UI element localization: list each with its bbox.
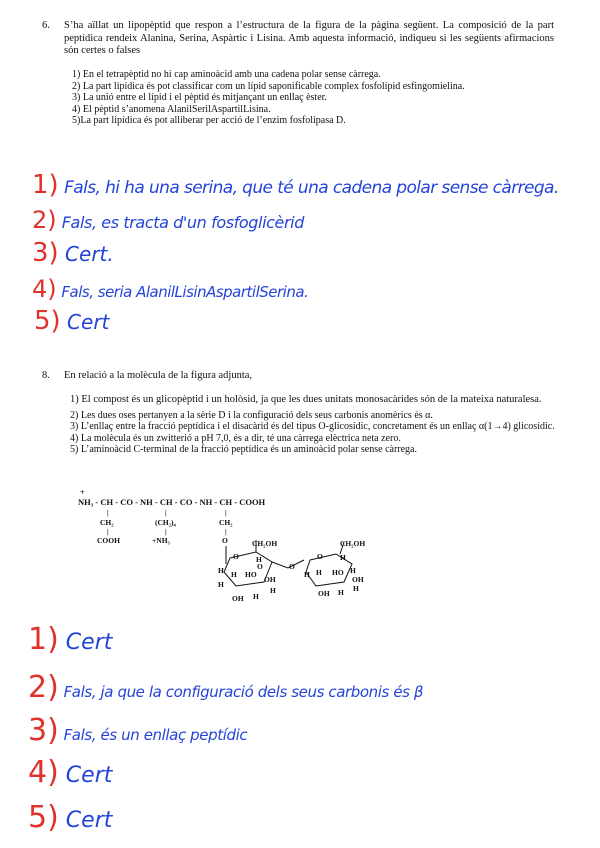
side3-o: O [222, 536, 228, 545]
side3-bar: | [225, 508, 227, 517]
ring1-h2: H [231, 570, 237, 579]
q6-answer-1 [32, 170, 559, 200]
q8-answer-2 [28, 670, 423, 705]
q8-answer-3-text: Fals, és un enllaç peptídic [63, 726, 248, 744]
q6-answer-3-text: Cert. [65, 242, 114, 266]
q8-answer-3 [28, 713, 247, 748]
q6-answer-5 [34, 306, 109, 336]
q8-statement-4: 4) La molècula és un zwitterió a pH 7,0, és a dir, té una càrrega elèctrica neta zero. [70, 432, 401, 444]
q8-answer-4-text: Cert [65, 763, 113, 788]
q8-statement-1: 1) El compost és un glicopèptid i un holòsid, ja que les dues unitats monosacàrides són de la mateixa naturalesa. [70, 394, 542, 405]
ring1-oh2: OH [232, 594, 244, 603]
side1-bar: | [107, 508, 109, 517]
link-o: O [289, 562, 295, 571]
ring2-h3: H [304, 570, 310, 579]
ring2-h5: H [353, 584, 359, 593]
side3-ch2: CH₂ [219, 518, 233, 527]
ring1-ch2oh: CH₂OH [252, 539, 278, 548]
ring2-o: O [317, 552, 323, 561]
side1-cooh: COOH [97, 536, 120, 545]
q8-answer-2-num: 2) [28, 670, 59, 705]
q8-answer-4-num: 4) [28, 755, 59, 790]
q8-statement-5: 5) L’aminoàcid C-terminal de la fracció peptídica és un aminoàcid polar sense càrrega. [70, 444, 417, 456]
q8-answer-5-text: Cert [65, 808, 113, 833]
side2-nh3: +NH₃ [152, 536, 170, 545]
side2-bar2: | [165, 527, 167, 536]
q8-statement-2: 2) Les dues oses pertanyen a la sèrie D i la configuració dels seus carbonis anomèrics és α. [70, 409, 433, 421]
ring1-ho: HO [245, 570, 257, 579]
q6-statement-1: 1) En el tetrapèptid no hi cap aminoàcid amb una cadena polar sense càrrega. [72, 69, 381, 80]
q6-answer-4 [32, 275, 308, 303]
q6-answer-3-num: 3) [32, 238, 59, 268]
q6-statement-4: 4) El pèptid s’anomena AlanilSerilAspartilLisina. [72, 103, 271, 115]
question-8-intro: En relació a la molècula de la figura adjunta, [64, 370, 253, 381]
ring1-h1: H [256, 555, 262, 564]
ring2-h6: H [338, 588, 344, 597]
ring2-ch2oh: CH₂OH [340, 539, 366, 548]
ring1-h3: H [218, 566, 224, 575]
q6-answer-4-num: 4) [32, 275, 57, 303]
q8-answer-3-num: 3) [28, 713, 59, 748]
side2-ch2n: (CH₂)₄ [155, 518, 176, 527]
q6-answer-2-text: Fals, es tracta d'un fosfoglicèrid [61, 213, 304, 232]
q6-answer-2-num: 2) [32, 206, 57, 234]
q8-answer-4 [28, 755, 112, 790]
ring2-h2: H [316, 568, 322, 577]
question-6-number: 6. [42, 20, 50, 31]
side1-bar2: | [107, 527, 109, 536]
ring1-o: O [233, 552, 239, 561]
q6-statement-5: 5)La part lipídica és pot alliberar per acció de l’enzim fosfolipasa D. [72, 115, 346, 127]
peptide-backbone: NH₃ - CH - CO - NH - CH - CO - NH - CH - COOH [78, 497, 266, 507]
side2-bar: | [165, 508, 167, 517]
ring2-ho: HO [332, 568, 344, 577]
question-6-intro: S’ha aïllat un lipopèptid que respon a l’estructura de la figura de la pàgina següent. La composició de la part peptídica rendeix Alanina, Serina, Aspàrtic i Lisina. Amb aquesta informació, indiqueu si les següents afirmacions són certes o falses [64, 20, 554, 57]
q6-answer-1-num: 1) [32, 170, 59, 200]
question-8-number: 8. [42, 370, 50, 381]
q6-answer-4-text: Fals, seria AlanilLisinAspartilSerina. [61, 283, 309, 301]
glycosidic-link-2 [272, 560, 304, 568]
q8-answer-5 [28, 800, 112, 835]
question-8-statements [70, 394, 558, 456]
ring2-oh: OH [352, 575, 364, 584]
ring1-oh: OH [264, 575, 276, 584]
q8-answer-2-text: Fals, ja que la configuració dels seus carbonis és β [63, 683, 424, 701]
q6-answer-1-text: Fals, hi ha una serina, que té una cadena polar sense càrrega. [64, 178, 559, 198]
side3-bar2: | [225, 527, 227, 536]
q8-answer-5-num: 5) [28, 800, 59, 835]
q6-answer-5-text: Cert [67, 310, 110, 334]
q6-statement-2: 2) La part lipídica és pot classificar com un lípid saponificable complex fosfolípid esfingomielina. [72, 80, 465, 92]
disaccharide-rings [200, 538, 390, 608]
q6-answer-3 [32, 238, 114, 268]
ring2-h1: H [340, 553, 346, 562]
question-6-statements [72, 69, 554, 127]
charge-plus: + [80, 488, 85, 497]
q8-answer-1-text: Cert [65, 630, 113, 655]
side1-ch2: CH₂ [100, 518, 114, 527]
q6-statement-3: 3) La unió entre el lípid i el pèptid és mitjançant un enllaç èster. [72, 92, 327, 104]
ring1-h4: H [218, 580, 224, 589]
ring2-oh2: OH [318, 589, 330, 598]
ring2-h4: H [350, 566, 356, 575]
ring1-h5: H [270, 586, 276, 595]
q6-answer-5-num: 5) [34, 306, 61, 336]
q6-answer-2 [32, 206, 304, 234]
q8-answer-1 [28, 622, 112, 657]
q8-answer-1-num: 1) [28, 622, 59, 657]
ring1-h6: H [253, 592, 259, 601]
ring1-o-link: O [257, 562, 263, 571]
q8-statement-3: 3) L’enllaç entre la fracció peptídica i el disacàrid és del tipus O-glicosídic, concretament és un enllaç α(1→4) glicosídic. [70, 421, 555, 433]
